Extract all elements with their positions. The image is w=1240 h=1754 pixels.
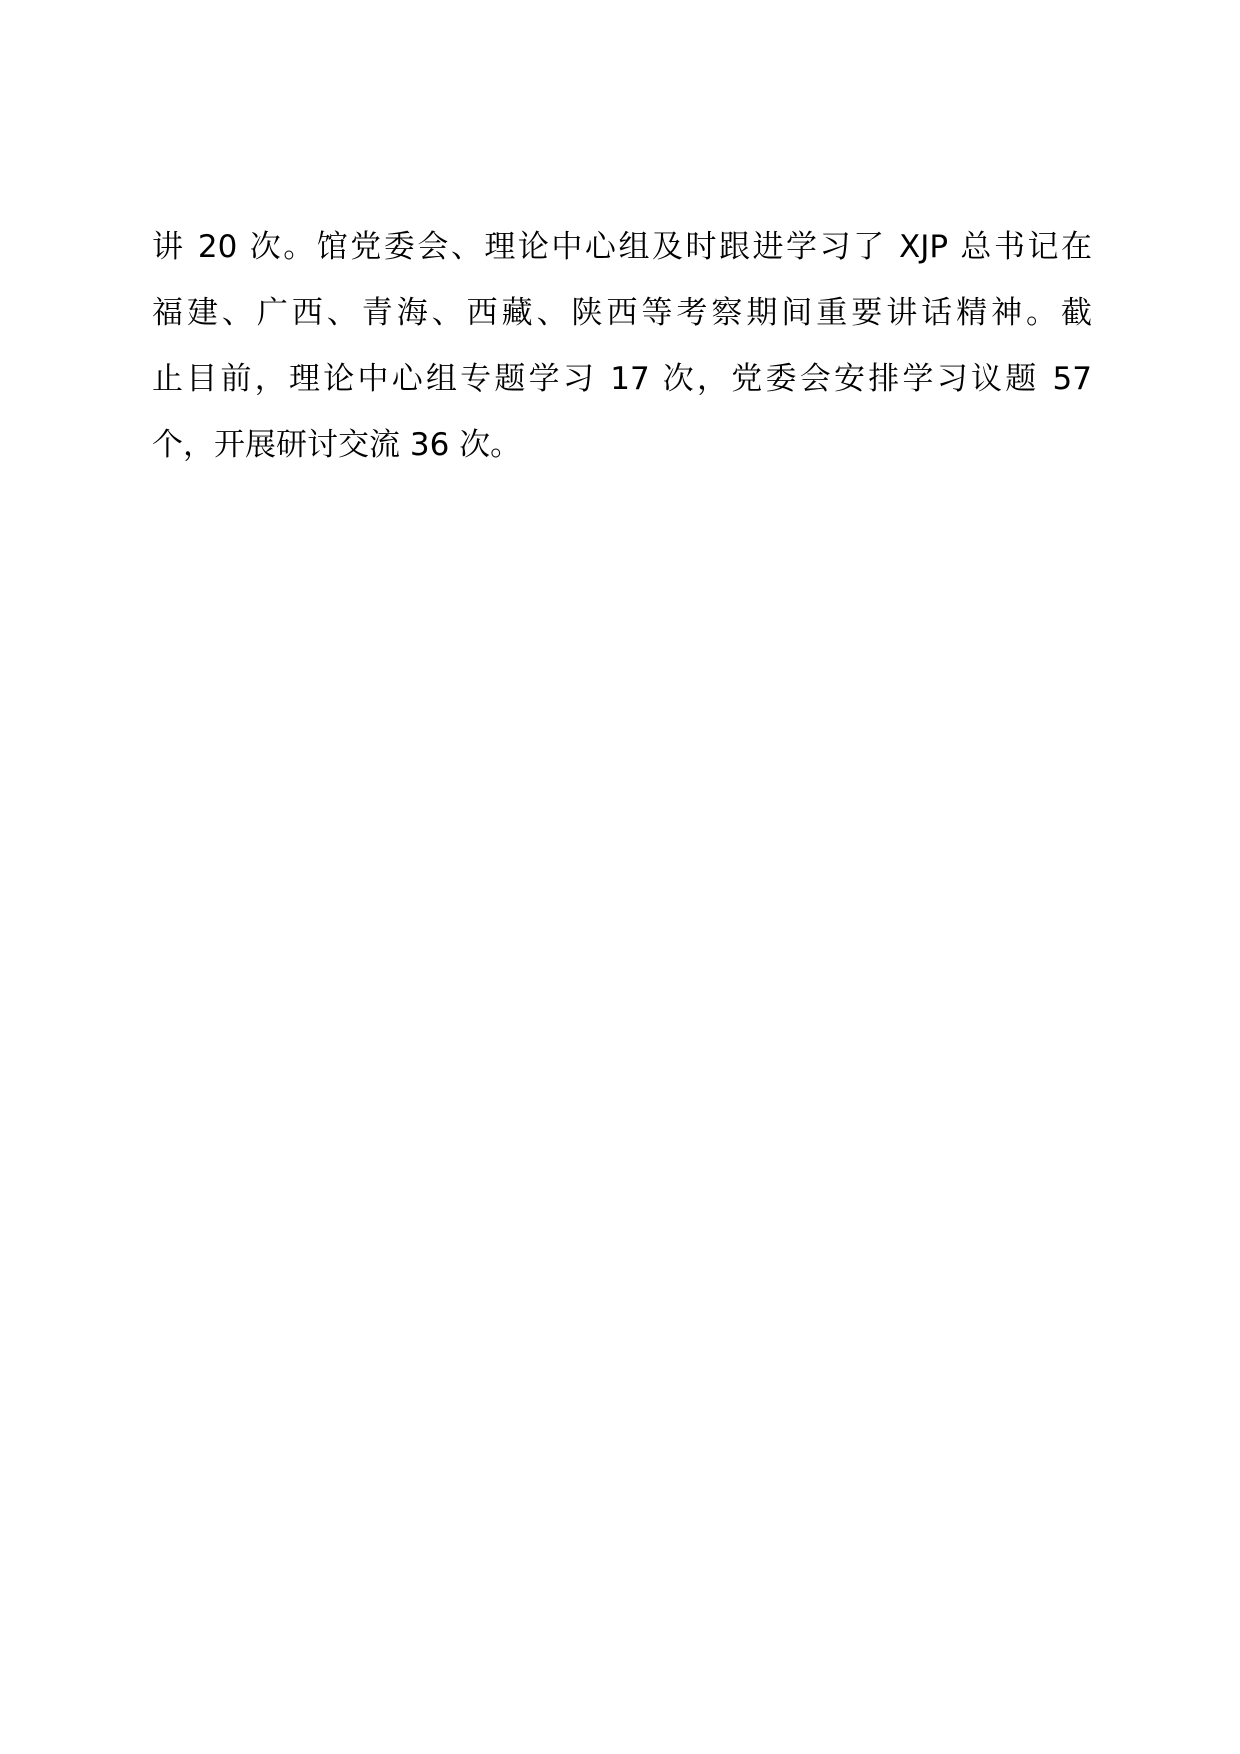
paragraph-line: 个，开展研讨交流 36 次。 — [152, 427, 522, 463]
paragraph-line: 福建、广西、青海、西藏、陕西等考察期间重要讲话精神。截 — [152, 295, 1092, 331]
paragraph-line: 止目前，理论中心组专题学习 17 次，党委会安排学习议题 57 — [152, 361, 1092, 397]
paragraph-line: 讲 20 次。馆党委会、理论中心组及时跟进学习了 XJP 总书记在 — [152, 229, 1092, 265]
body-paragraph — [152, 214, 1092, 478]
